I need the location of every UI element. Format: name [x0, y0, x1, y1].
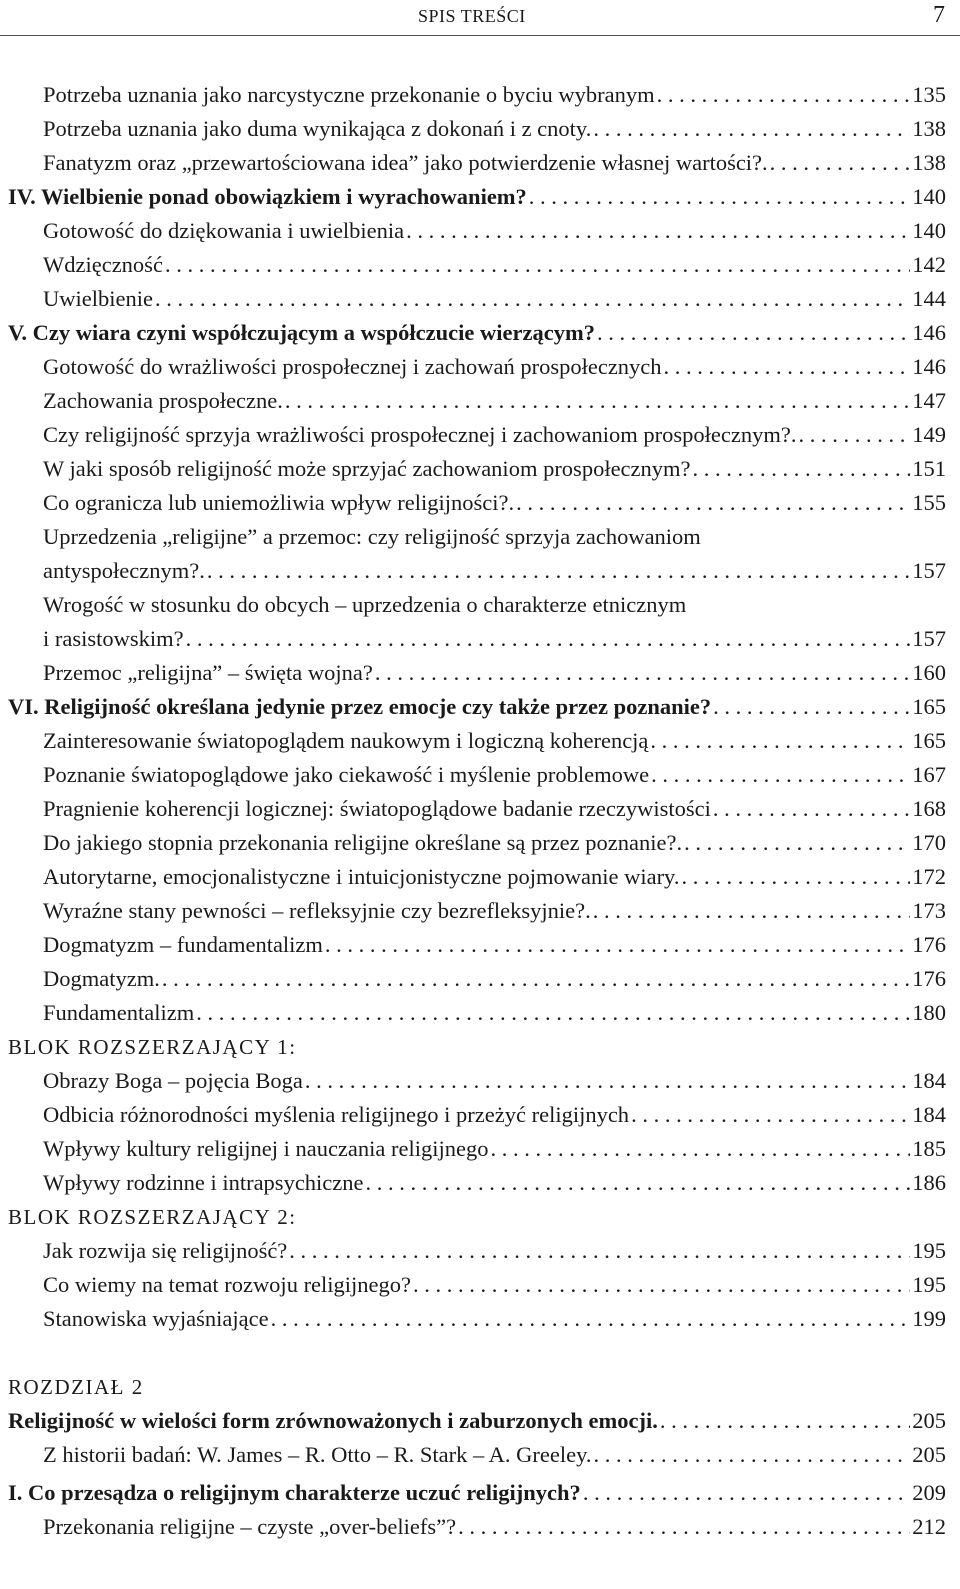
- toc-entry: Zainteresowanie światopoglądem naukowym i logiczną koherencją . . . 165: [43, 724, 946, 758]
- toc-entry-line: Uprzedzenia „religijne” a przemoc: czy religijność sprzyja zachowaniom: [43, 524, 701, 549]
- chapter-heading: ROZDZIAŁ 2: [8, 1375, 144, 1399]
- toc-entry: Fanatyzm oraz „przewartościowana idea” jako potwierdzenie własnej wartości?. . . . 138: [43, 146, 946, 180]
- toc-entry: Pragnienie koherencji logicznej: światopoglądowe badanie rzeczywistości . . . 168: [43, 792, 946, 826]
- toc-entry-line: Wrogość w stosunku do obcych – uprzedzenia o charakterze etnicznym: [43, 592, 687, 617]
- toc-entry: Wdzięczność . . . 142: [43, 248, 946, 282]
- toc-entry: Zachowania prospołeczne. . . . 147: [43, 384, 946, 418]
- toc-entry: Autorytarne, emocjonalistyczne i intuicjonistyczne pojmowanie wiary. . . . 172: [43, 860, 946, 894]
- toc-entry: Odbicia różnorodności myślenia religijnego i przeżyć religijnych . . . 184: [43, 1098, 946, 1132]
- toc-entry: Poznanie światopoglądowe jako ciekawość i myślenie problemowe . . . 167: [43, 758, 946, 792]
- toc-section-heading: IV. Wielbienie ponad obowiązkiem i wyrachowaniem? . . . 140: [8, 180, 946, 214]
- block-heading: BLOK ROZSZERZAJĄCY 2:: [8, 1205, 297, 1229]
- toc-entry: Przekonania religijne – czyste „over-beliefs”? . . . 212: [43, 1510, 946, 1544]
- toc-entry: Czy religijność sprzyja wrażliwości prospołecznej i zachowaniom prospołecznym?. . . . 149: [43, 418, 946, 452]
- toc-entry: Obrazy Boga – pojęcia Boga . . . 184: [43, 1064, 946, 1098]
- toc-entry: Wpływy kultury religijnej i nauczania religijnego . . . 185: [43, 1132, 946, 1166]
- page-number: 7: [933, 2, 945, 28]
- toc-entry: Wpływy rodzinne i intrapsychiczne . . . 186: [43, 1166, 946, 1200]
- toc-entry: Fundamentalizm . . . 180: [43, 996, 946, 1030]
- toc-entry: Jak rozwija się religijność? . . . 195: [43, 1234, 946, 1268]
- toc-entry: Dogmatyzm. . . . 176: [43, 962, 946, 996]
- toc-section-heading: I. Co przesądza o religijnym charakterze uczuć religijnych? . . . 209: [8, 1476, 946, 1510]
- toc-entry: Co ogranicza lub uniemożliwia wpływ religijności?. . . . 155: [43, 486, 946, 520]
- toc-entry: Gotowość do wrażliwości prospołecznej i zachowań prospołecznych . . . 146: [43, 350, 946, 384]
- toc-section-heading: VI. Religijność określana jedynie przez emocje czy także przez poznanie? . . . 165: [8, 690, 946, 724]
- toc-entry: Wyraźne stany pewności – refleksyjnie czy bezrefleksyjnie?. . . . 173: [43, 894, 946, 928]
- toc-entry: Potrzeba uznania jako narcystyczne przekonanie o byciu wybranym . . . 135: [43, 78, 946, 112]
- toc-entry: Gotowość do dziękowania i uwielbienia . . . 140: [43, 214, 946, 248]
- toc-entry: Przemoc „religijna” – święta wojna? . . . 160: [43, 656, 946, 690]
- toc-entry: Uwielbienie . . . 144: [43, 282, 946, 316]
- running-title: SPIS TREŚCI: [418, 6, 526, 26]
- toc-entry: Z historii badań: W. James – R. Otto – R. Stark – A. Greeley. . . . 205: [43, 1438, 946, 1472]
- toc-entry: Dogmatyzm – fundamentalizm . . . 176: [43, 928, 946, 962]
- toc-entry: Stanowiska wyjaśniające . . . 199: [43, 1302, 946, 1336]
- toc-chapter-title: Religijność w wielości form zrównoważonych i zaburzonych emocji. . . . 205: [8, 1404, 946, 1438]
- toc-entry: W jaki sposób religijność może sprzyjać zachowaniom prospołecznym? . . . 151: [43, 452, 946, 486]
- header-divider: [0, 35, 960, 36]
- toc-entry: Potrzeba uznania jako duma wynikająca z dokonań i z cnoty. . . . 138: [43, 112, 946, 146]
- page-header: [0, 0, 960, 36]
- block-heading: BLOK ROZSZERZAJĄCY 1:: [8, 1035, 297, 1059]
- toc-entry: Co wiemy na temat rozwoju religijnego? . . . 195: [43, 1268, 946, 1302]
- toc-entry: i rasistowskim? . . . 157: [43, 622, 946, 656]
- toc-entry: antyspołecznym?. . . . 157: [43, 554, 946, 588]
- toc-section-heading: V. Czy wiara czyni współczującym a współczucie wierzącym? . . . 146: [8, 316, 946, 350]
- toc-entry: Do jakiego stopnia przekonania religijne określane są przez poznanie?. . . . 170: [43, 826, 946, 860]
